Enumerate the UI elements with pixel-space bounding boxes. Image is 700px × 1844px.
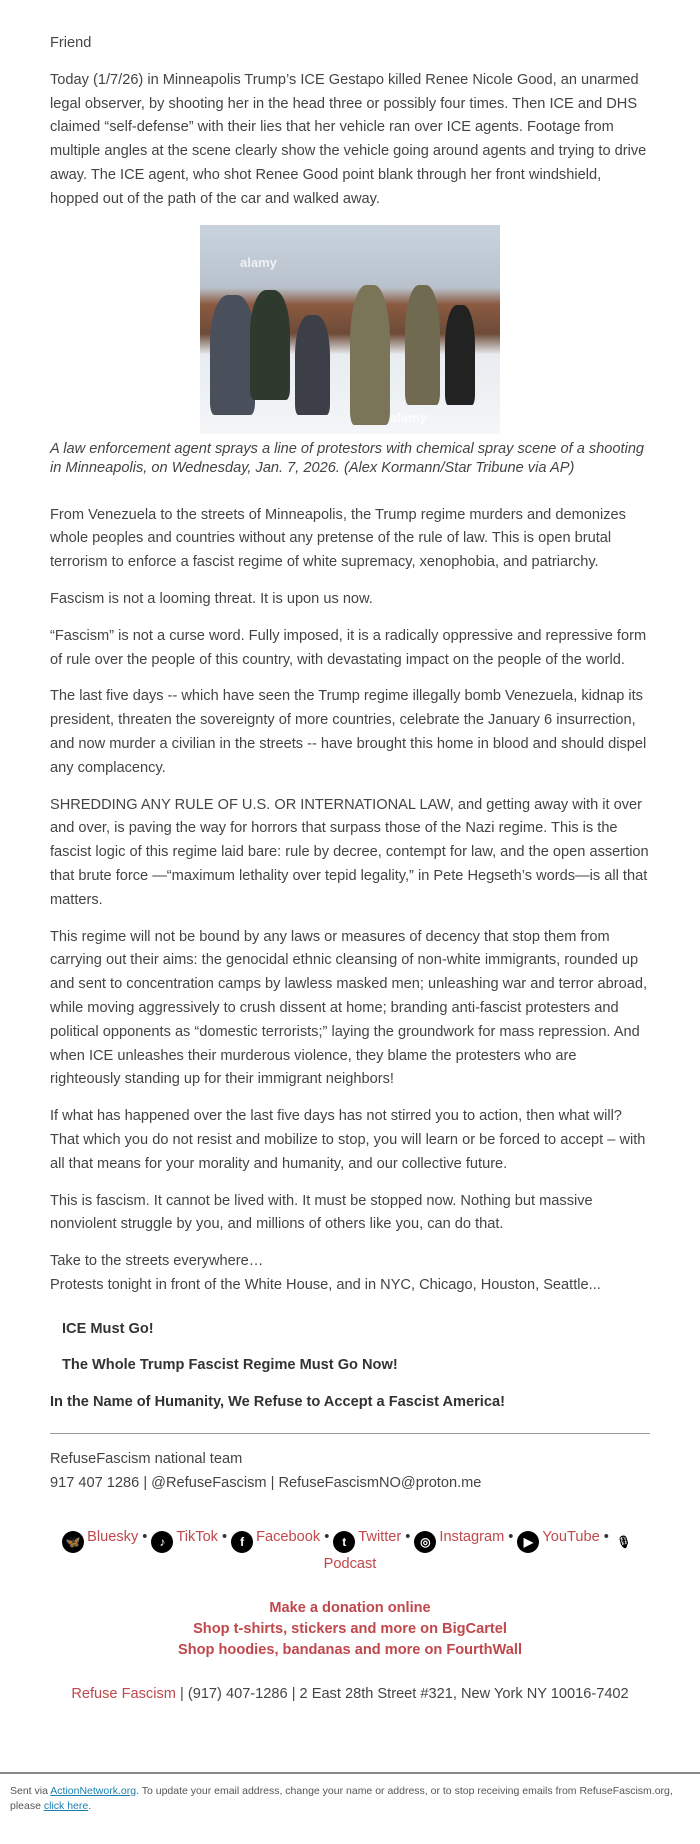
refuse-fascism-link[interactable]: Refuse Fascism [71, 1685, 176, 1702]
actionnetwork-link[interactable]: ActionNetwork.org [50, 1784, 137, 1797]
fourthwall-link[interactable]: Shop hoodies, bandanas and more on FourthWall [177, 1641, 523, 1658]
action-links [50, 1598, 650, 1661]
separator: • [603, 1528, 609, 1545]
photo-figure [350, 285, 390, 425]
body-paragraph: “Fascism” is not a curse word. Fully imposed, it is a radically oppressive and repressive form of rule over the people of this country, with devastating impact on the people of the world. [50, 627, 647, 668]
photo-figure [405, 285, 440, 405]
separator: • [405, 1528, 411, 1545]
body-paragraphs [50, 504, 650, 1238]
intro-paragraph: Today (1/7/26) in Minneapolis Trump’s ICE Gestapo killed Renee Nicole Good, an unarmed legal observer, by shooting her in the head three or possibly four times. Then ICE and DHS claimed “self-defense” with their lies that her vehicle ran over ICE agents. Footage from multiple angles at the scene clearly show the vehicle going around agents and trying to drive away. The ICE agent, who shot Renee Good point blank through her front windshield, hopped out of the path of the car and walked away. [50, 71, 647, 207]
social-link-tiktok[interactable]: TikTok [176, 1528, 218, 1545]
social-link-instagram[interactable]: Instagram [439, 1528, 505, 1545]
twitter-icon[interactable]: t [333, 1531, 355, 1553]
separator: • [324, 1528, 330, 1545]
microphone-icon[interactable]: 🎙 [616, 1534, 632, 1549]
slogan: ICE Must Go! [62, 1320, 154, 1337]
youtube-icon[interactable]: ▶ [517, 1531, 539, 1553]
donate-link[interactable]: Make a donation online [269, 1599, 431, 1616]
unsubscribe-link[interactable]: click here [43, 1799, 89, 1812]
photo-figure [250, 290, 290, 400]
slogan: The Whole Trump Fascist Regime Must Go Now! [62, 1357, 398, 1374]
instagram-icon[interactable]: ◎ [414, 1531, 436, 1553]
social-link-twitter[interactable]: Twitter [358, 1528, 402, 1545]
photo-caption: A law enforcement agent sprays a line of protestors with chemical spray scene of a shooting in Minneapolis, on Wednesday, Jan. 7, 2026. (Alex Kormann/Star Tribune via AP) [50, 440, 645, 476]
social-link-facebook[interactable]: Facebook [256, 1528, 321, 1545]
body-paragraph: If what has happened over the last five days has not stirred you to action, then what will? That which you do not resist and mobilize to stop, you will learn or be forced to accept – with all that means for your morality and humanity, and our collective future. [50, 1108, 646, 1172]
watermark: alamy [240, 254, 277, 270]
closing-line: In the Name of Humanity, We Refuse to Accept a Fascist America! [50, 1394, 505, 1411]
separator: • [508, 1528, 514, 1545]
body-paragraph: Fascism is not a looming threat. It is upon us now. [50, 590, 373, 607]
photo-figure [295, 315, 330, 415]
photo-figure [210, 295, 255, 415]
facebook-icon[interactable]: f [231, 1531, 253, 1553]
social-link-podcast[interactable]: Podcast [323, 1555, 377, 1572]
org-address: Refuse Fascism | (917) 407-1286 | 2 East 28th Street #321, New York NY 10016-7402 [71, 1685, 629, 1702]
separator: • [142, 1528, 148, 1545]
bigcartel-link[interactable]: Shop t-shirts, stickers and more on BigCartel [193, 1620, 507, 1637]
body-paragraph: From Venezuela to the streets of Minneapolis, the Trump regime murders and demonizes whole peoples and countries without any pretense of the rule of law. This is open brutal terrorism to enforce a fascist regime of white supremacy, xenophobia, and patriarchy. [50, 506, 626, 571]
body-paragraph: SHREDDING ANY RULE OF U.S. OR INTERNATIONAL LAW, and getting away with it over and over, is paving the way for horrors that surpass those of the Nazi regime. This is the fascist logic of this regime laid bare: rule by decree, contempt for law, and the open assertion that brute force —“maximum lethality over tepid legality,” in Pete Hegseth’s words—is all that matters. [50, 796, 649, 908]
body-paragraph: This is fascism. It cannot be lived with. It must be stopped now. Nothing but massive nonviolent struggle by you, and millions of others like you, can do that. [50, 1192, 593, 1233]
signature: RefuseFascism national team 917 407 1286 | @RefuseFascism | RefuseFascismNO@proton.me [50, 1451, 482, 1491]
streets-callout: Take to the streets everywhere… Protests tonight in front of the White House, and in NYC, Chicago, Houston, Seattle... [50, 1253, 601, 1293]
photo-figure [445, 305, 475, 405]
separator: • [221, 1528, 228, 1545]
divider [50, 1433, 650, 1434]
tiktok-icon[interactable]: ♪ [151, 1531, 173, 1553]
email-body [50, 0, 650, 1702]
body-paragraph: The last five days -- which have seen the Trump regime illegally bomb Venezuela, kidnap its president, threaten the sovereignty of more countries, celebrate the January 6 insurrection, and now murder a civilian in the streets -- have brought this home in blood and should dispel any complacency. [50, 688, 647, 776]
protest-photo [200, 225, 500, 434]
social-link-youtube[interactable]: YouTube [542, 1528, 600, 1545]
watermark: alamy [390, 409, 427, 425]
butterfly-icon[interactable]: 🦋 [62, 1531, 84, 1553]
greeting: Friend [50, 35, 92, 51]
social-links [50, 1526, 650, 1576]
body-paragraph: This regime will not be bound by any laws or measures of decency that stop them from carrying out their aims: the genocidal ethnic cleansing of non-white immigrants, rounded up and sent to concentration camps by lawless masked men; unleashing war and terror abroad, while moving aggressively to crush dissent at home; branding anti-fascist protesters and political opponents as “domestic terrorists;” laying the groundwork for mass repression. And when ICE unleashes their murderous violence, they blame the protesters who are righteously standing up for their immigrant neighbors! [50, 928, 648, 1088]
social-link-bluesky[interactable]: Bluesky [87, 1528, 139, 1545]
email-footer: Sent via ActionNetwork.org. To update your email address, change your name or address, or to stop receiving emails from RefuseFascism.org, please click here. [0, 1772, 700, 1844]
